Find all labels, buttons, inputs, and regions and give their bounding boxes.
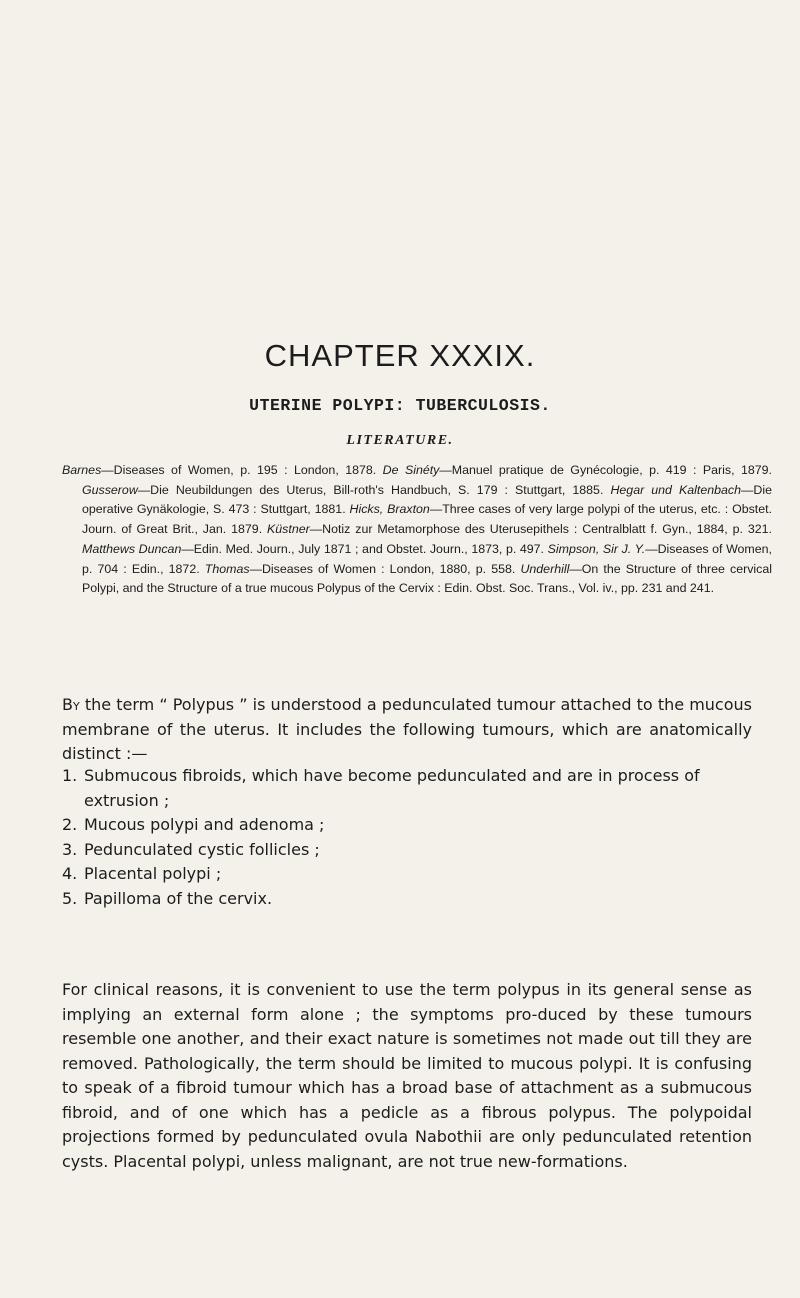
list-text: Papilloma of the cervix. [84, 888, 273, 908]
list-text: Submucous fibroids, which have become pedunculated and are in process of extrusion ; [84, 766, 700, 810]
list-number: 2. [62, 815, 78, 834]
literature-author: Barnes [62, 463, 102, 477]
list-number: 5. [62, 888, 78, 908]
literature-entry: —Diseases of Women, p. 704 : Edin., 1872. [82, 541, 772, 576]
list-text: Pedunculated cystic follicles ; [84, 839, 320, 859]
chapter-subtitle: UTERINE POLYPI: TUBERCULOSIS. [249, 396, 551, 415]
literature-author: Küstner [267, 522, 310, 537]
body-paragraph: For clinical reasons, it is convenient to use the term polypus in its general sense as implying an external form alone ; the symptoms pro-duced by these tumours resemble one another, and their exact nature is sometimes not made out till they are removed. Pathologically, the term should be limited to mucous polypi. It is confusing to speak of a fibroid tumour which has a broad base of attachment as a submucous fibroid, and of one which has a pedicle as a fibrous polypus. The polypoidal projections formed by pedunculated ovula Nabothii are only pedunculated retention cysts. Placental polypi, unless malignant, are not true new-formations. [62, 980, 752, 1171]
literature-author: Thomas [204, 561, 250, 576]
literature-author: Hegar und Kaltenbach [610, 482, 742, 497]
list-item [62, 813, 752, 838]
tumour-list [62, 764, 752, 911]
literature-entry: —Die operative Gynäkologie, S. 473 : Stuttgart, 1881. [82, 482, 773, 517]
literature-entry: —Diseases of Women, p. 195 : London, 1878. [101, 463, 383, 477]
literature-heading: LITERATURE. [346, 433, 454, 448]
list-item [62, 862, 752, 887]
list-text: Mucous polypi and adenoma ; [84, 815, 325, 834]
literature-author: De Sinéty [382, 463, 440, 477]
list-text: Placental polypi ; [84, 864, 222, 883]
literature-author: Matthews Duncan [82, 541, 182, 556]
literature-author: Hicks, Braxton [349, 502, 430, 517]
intro-text: the term “ Polypus ” is understood a pedunculated tumour attached to the mucous membrane of the uterus. It includes the following tumours, which are anatomically distinct :— [62, 695, 752, 763]
literature-list [62, 461, 772, 599]
chapter-title: CHAPTER XXXIX. [264, 338, 536, 373]
literature-entry: —Diseases of Women : London, 1880, p. 558. [249, 561, 521, 576]
list-item [62, 887, 752, 912]
list-number: 4. [62, 864, 78, 883]
list-item [62, 838, 752, 863]
literature-entry: —On the Structure of three cervical Polypi, and the Structure of a true mucous Polypus of the Cervix : Edin. Obst. Soc. Trans., Vol. iv., pp. 231 and 241. [82, 561, 772, 596]
intro-paragraph [62, 693, 752, 767]
literature-entry: —Edin. Med. Journ., July 1871 ; and Obstet. Journ., 1873, p. 497. [181, 541, 548, 556]
literature-entry: —Die Neubildungen des Uterus, Bill-roth's Handbuch, S. 179 : Stuttgart, 1885. [137, 482, 611, 497]
literature-author: Underhill [520, 561, 570, 576]
literature-entry: —Notiz zur Metamorphose des Uterusepithels : Centralblatt f. Gyn., 1884, p. 321. [309, 522, 772, 537]
literature-entry: —Three cases of very large polypi of the uterus, etc. : Obstet. Journ. of Great Brit., Jan. 1879. [82, 502, 773, 537]
literature-author: Gusserow [82, 482, 138, 497]
intro-first-word: By [62, 695, 80, 714]
list-number: 3. [62, 839, 78, 859]
list-number: 1. [62, 766, 78, 785]
literature-entry: —Manuel pratique de Gynécologie, p. 419 : Paris, 1879. [439, 463, 772, 477]
literature-author: Simpson, Sir J. Y. [547, 541, 646, 556]
list-item [62, 764, 752, 813]
